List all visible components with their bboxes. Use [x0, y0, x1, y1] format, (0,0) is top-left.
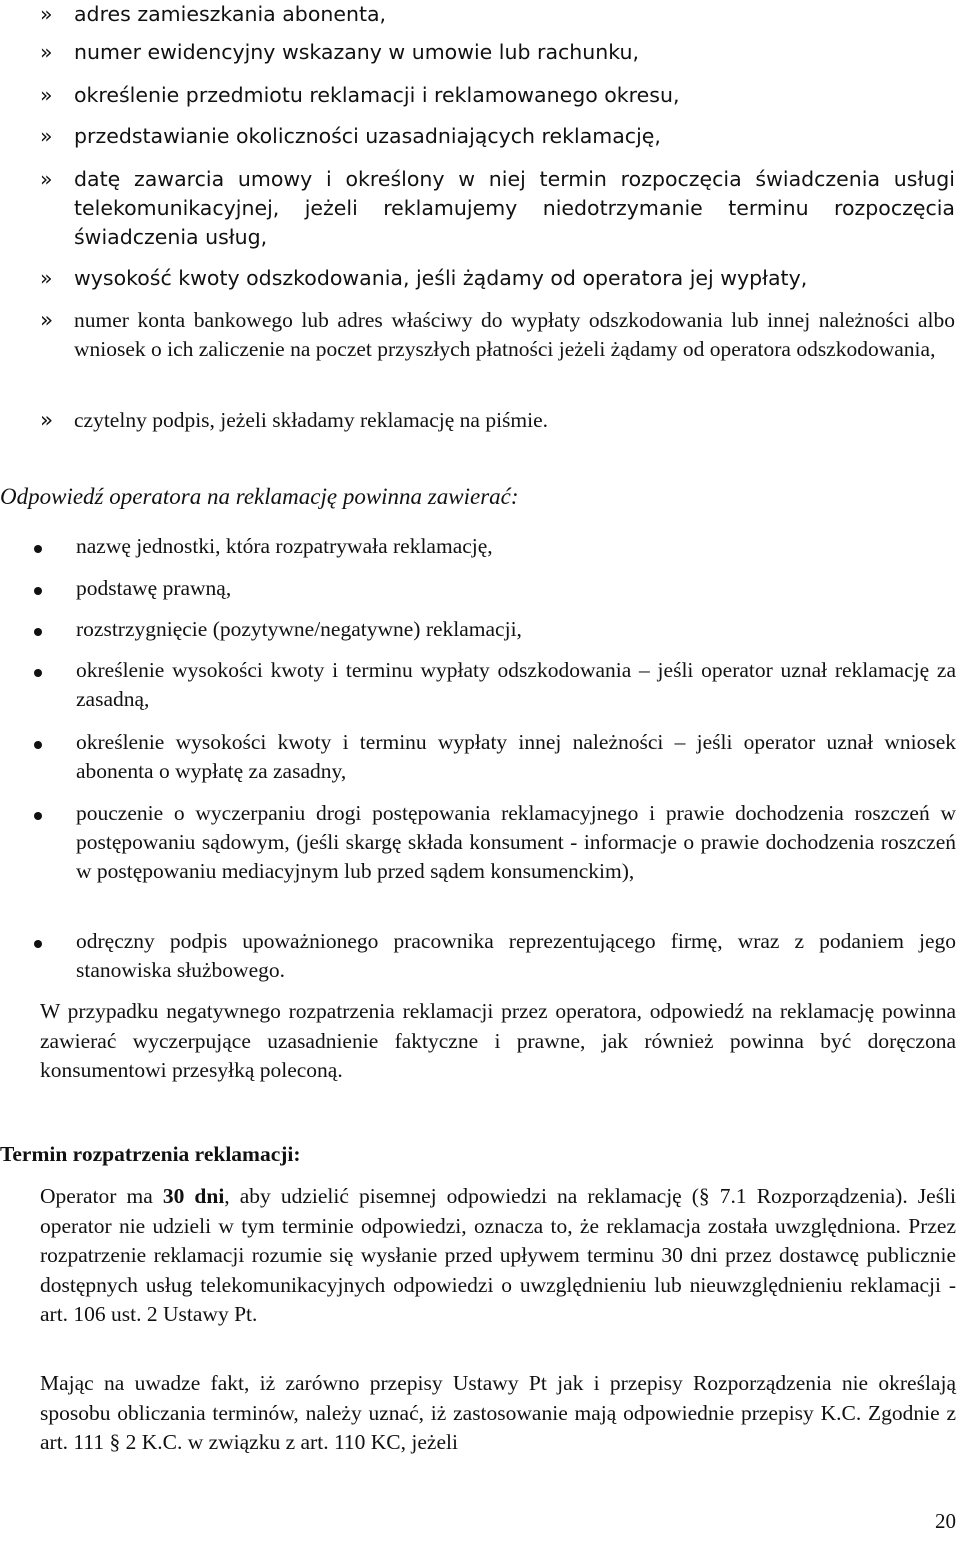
bullet-item — [76, 574, 956, 603]
list-item — [40, 0, 955, 29]
bullet-item — [76, 615, 956, 644]
bullet-dot-icon — [34, 669, 42, 677]
chevron-marker: » — [40, 167, 53, 191]
list-item-text: numer konta bankowego lub adres właściwy do wypłaty odszkodowania lub innej należności albo wniosek o ich zaliczenie na poczet przyszłych płatności jeżeli żądamy od operatora odszkodowania, — [74, 308, 955, 361]
bullet-dot-icon — [34, 812, 42, 820]
list-item — [40, 122, 955, 151]
bullet-dot-icon — [34, 628, 42, 636]
list-item-text: numer ewidencyjny wskazany w umowie lub rachunku, — [74, 40, 640, 64]
term-days-emphasis: 30 dni — [162, 1184, 225, 1208]
term-paragraph — [40, 1182, 956, 1330]
list-item-text: określenie przedmiotu reklamacji i reklamowanego okresu, — [74, 83, 680, 107]
bullet-item-text: podstawę prawną, — [76, 576, 232, 600]
bullet-item-text: rozstrzygnięcie (pozytywne/negatywne) reklamacji, — [76, 617, 522, 641]
bullet-item — [76, 799, 956, 886]
bullet-item-text: pouczenie o wyczerpaniu drogi postępowania reklamacyjnego i prawie dochodzenia roszczeń w postępowaniu sądowym, (jeśli skargę składa konsument - informacje o prawie dochodzenia roszczeń w postępowaniu mediacyjnym lub przed sądem konsumenckim), — [76, 801, 956, 883]
bullet-dot-icon — [34, 940, 42, 948]
bullet-item — [76, 656, 956, 714]
interpretation-paragraph: Mając na uwadze fakt, iż zarówno przepisy Ustawy Pt jak i przepisy Rozporządzenia nie określają sposobu obliczania terminów, należy uznać, iż zastosowanie mają odpowiednie przepisy K.C. Zgodnie z art. 111 § 2 K.C. w związku z art. 110 KC, jeżeli — [40, 1371, 956, 1454]
bullet-item — [76, 728, 956, 786]
chevron-marker: » — [40, 124, 53, 148]
bullet-dot-icon — [34, 587, 42, 595]
chevron-marker: » — [40, 408, 54, 433]
bullet-item — [76, 532, 956, 561]
bullet-item-text: określenie wysokości kwoty i terminu wypłaty innej należności – jeśli operator uznał wniosek abonenta o wypłatę za zasadny, — [76, 730, 956, 783]
list-item-text: wysokość kwoty odszkodowania, jeśli żądamy od operatora jej wypłaty, — [74, 266, 808, 290]
term-text-after: , aby udzielić pisemnej odpowiedzi na reklamację (§ 7.1 Rozporządzenia). Jeśli operator nie udzieli w tym terminie odpowiedzi, oznacza to, że reklamacja została uwzględniona. Przez rozpatrzenie reklamacji rozumie się wysłanie przed upływem terminu 30 dni przez dostawcę publicznie dostępnych usług telekomunikacyjnych odpowiedzi o uwzględnieniu lub nieuwzględnieniu reklamacji - art. 106 ust. 2 Ustawy Pt. — [40, 1184, 957, 1326]
list-item — [40, 38, 955, 67]
list-item-text: datę zawarcia umowy i określony w niej termin rozpoczęcia świadczenia usługi telekomunikacyjnej, jeżeli reklamujemy niedotrzymanie terminu rozpoczęcia świadczenia usług, — [74, 167, 955, 249]
chevron-marker: » — [40, 83, 53, 107]
list-item-text: adres zamieszkania abonenta, — [74, 2, 387, 26]
list-item-text: czytelny podpis, jeżeli składamy reklamację na piśmie. — [74, 408, 549, 432]
page-number: 20 — [935, 1509, 956, 1533]
chevron-marker: » — [40, 266, 53, 290]
term-text-before: Operator ma — [40, 1184, 163, 1208]
bullet-item — [76, 927, 956, 985]
chevron-marker: » — [40, 308, 54, 333]
bullet-item-text: nazwę jednostki, która rozpatrywała reklamację, — [76, 534, 493, 558]
list-item — [40, 406, 955, 435]
bullet-dot-icon — [34, 741, 42, 749]
chevron-marker: » — [40, 40, 53, 64]
bullet-dot-icon — [34, 545, 42, 553]
chevron-marker: » — [40, 2, 53, 26]
list-item — [40, 306, 955, 364]
response-heading: Odpowiedź operatora na reklamację powinna zawierać: — [0, 484, 519, 509]
list-item — [40, 81, 955, 110]
term-heading: Termin rozpatrzenia reklamacji: — [0, 1142, 301, 1166]
bullet-item-text: odręczny podpis upoważnionego pracownika reprezentującego firmę, wraz z podaniem jego stanowiska służbowego. — [76, 929, 956, 982]
list-item — [40, 165, 955, 252]
list-item-text: przedstawianie okoliczności uzasadniających reklamację, — [74, 124, 661, 148]
list-item — [40, 264, 955, 293]
negative-response-paragraph: W przypadku negatywnego rozpatrzenia reklamacji przez operatora, odpowiedź na reklamację powinna zawierać wyczerpujące uzasadnienie faktyczne i prawne, jak również powinna być doręczona konsumentowi przesyłką poleconą. — [40, 999, 956, 1082]
bullet-item-text: określenie wysokości kwoty i terminu wypłaty odszkodowania – jeśli operator uznał reklamację za zasadną, — [76, 658, 956, 711]
